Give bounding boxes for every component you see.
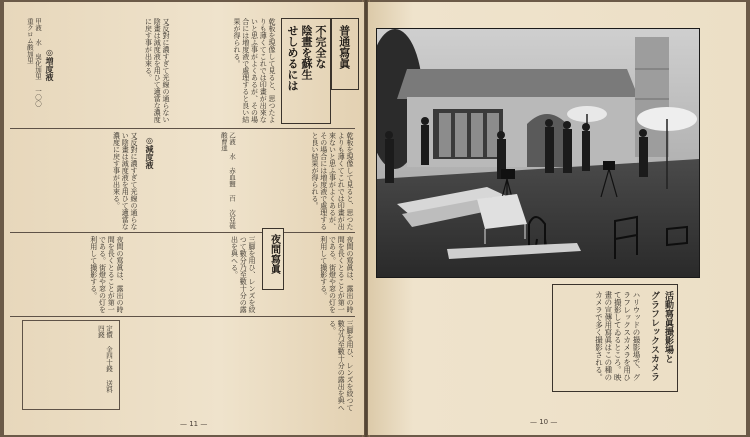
article-column-4: 又反對に濃すぎて光線の通らない陰畫は減度液を用ひて適當な濃度に戻す事が出來る。 [112,132,138,230]
studio-photo-image [377,29,699,277]
article-column-6: 三脚を用ひ、レンズを絞つて數分乃至數十分の露出を與へる。 [230,236,256,313]
article-column-5: 夜間の寫眞は、露出の時間を長くとることが第一である。街燈や窓の灯を利用して撮影する。 [319,236,354,313]
page-title: 普通寫眞 [337,25,351,69]
item-zoryu: ◎増度液 [45,48,54,81]
subtitle-line-1: 不完全な [314,25,327,69]
section-2-title: 夜間寫眞 [268,234,280,274]
tier-divider-2 [10,232,355,233]
title-box [331,18,359,90]
caption-body: ハリウッドの撮影場で、グラフレックスカメラを用ひて撮影してゐるところ。映畫の宣傳用寫眞はこの種のカメラで多く撮影される。 [594,291,641,381]
caption-title-1: 活動寫眞撮影場と [663,291,673,363]
article-column-1: 乾板を現像して見ると、思つたよりも薄くてこれでは印畫が出來ないと思ふ事がよくあるが、その場合には増度液で處理すると良い結果が得られる。 [233,18,276,123]
page-number-right: — 10 — [530,418,558,426]
subtitle-line-2: 陰畫を蘇生 [300,25,313,80]
formula-1: 甲液 水 臭化加里 一〇〇 重クロム酸加里 [25,18,42,107]
tier-divider-1 [10,128,355,129]
article-column-8: 三脚を用ひ、レンズを絞つて數分乃至數十分の露出を與へる。 [328,320,354,411]
subtitle-line-3: せしめるには [286,25,299,91]
formula-2: 乙液 水 赤血鹽 百 次亞硫酸曹達 [219,132,236,229]
article-column-2: 又反對に濃すぎて光線の通らない陰畫は減度液を用ひて適當な濃度に戻す事が出來る。 [144,18,170,123]
page-number-left: — 11 — [180,420,208,428]
caption-box [552,284,678,392]
section-2-title-box [262,228,284,290]
studio-photo [376,28,700,278]
article-column-7: 夜間の寫眞は、露出の時間を長くとることが第一である。街燈や窓の灯を利用して撮影する。 [89,236,124,313]
price-info-text: 定價 金四十錢 送料 四錢 [96,325,113,393]
tier-divider-3 [10,316,355,317]
item-genryu: ◎減度液 [145,136,154,169]
subtitle-box [281,18,331,124]
caption-title-2: グラフレックスカメラ [649,291,659,381]
article-column-3: 乾板を現像して見ると、思つたよりも薄くてこれでは印畫が出來ないと思ふ事がよくあるが、その場合には増度液で處理すると良い結果が得られる。 [311,132,354,230]
price-info-box [22,320,120,410]
